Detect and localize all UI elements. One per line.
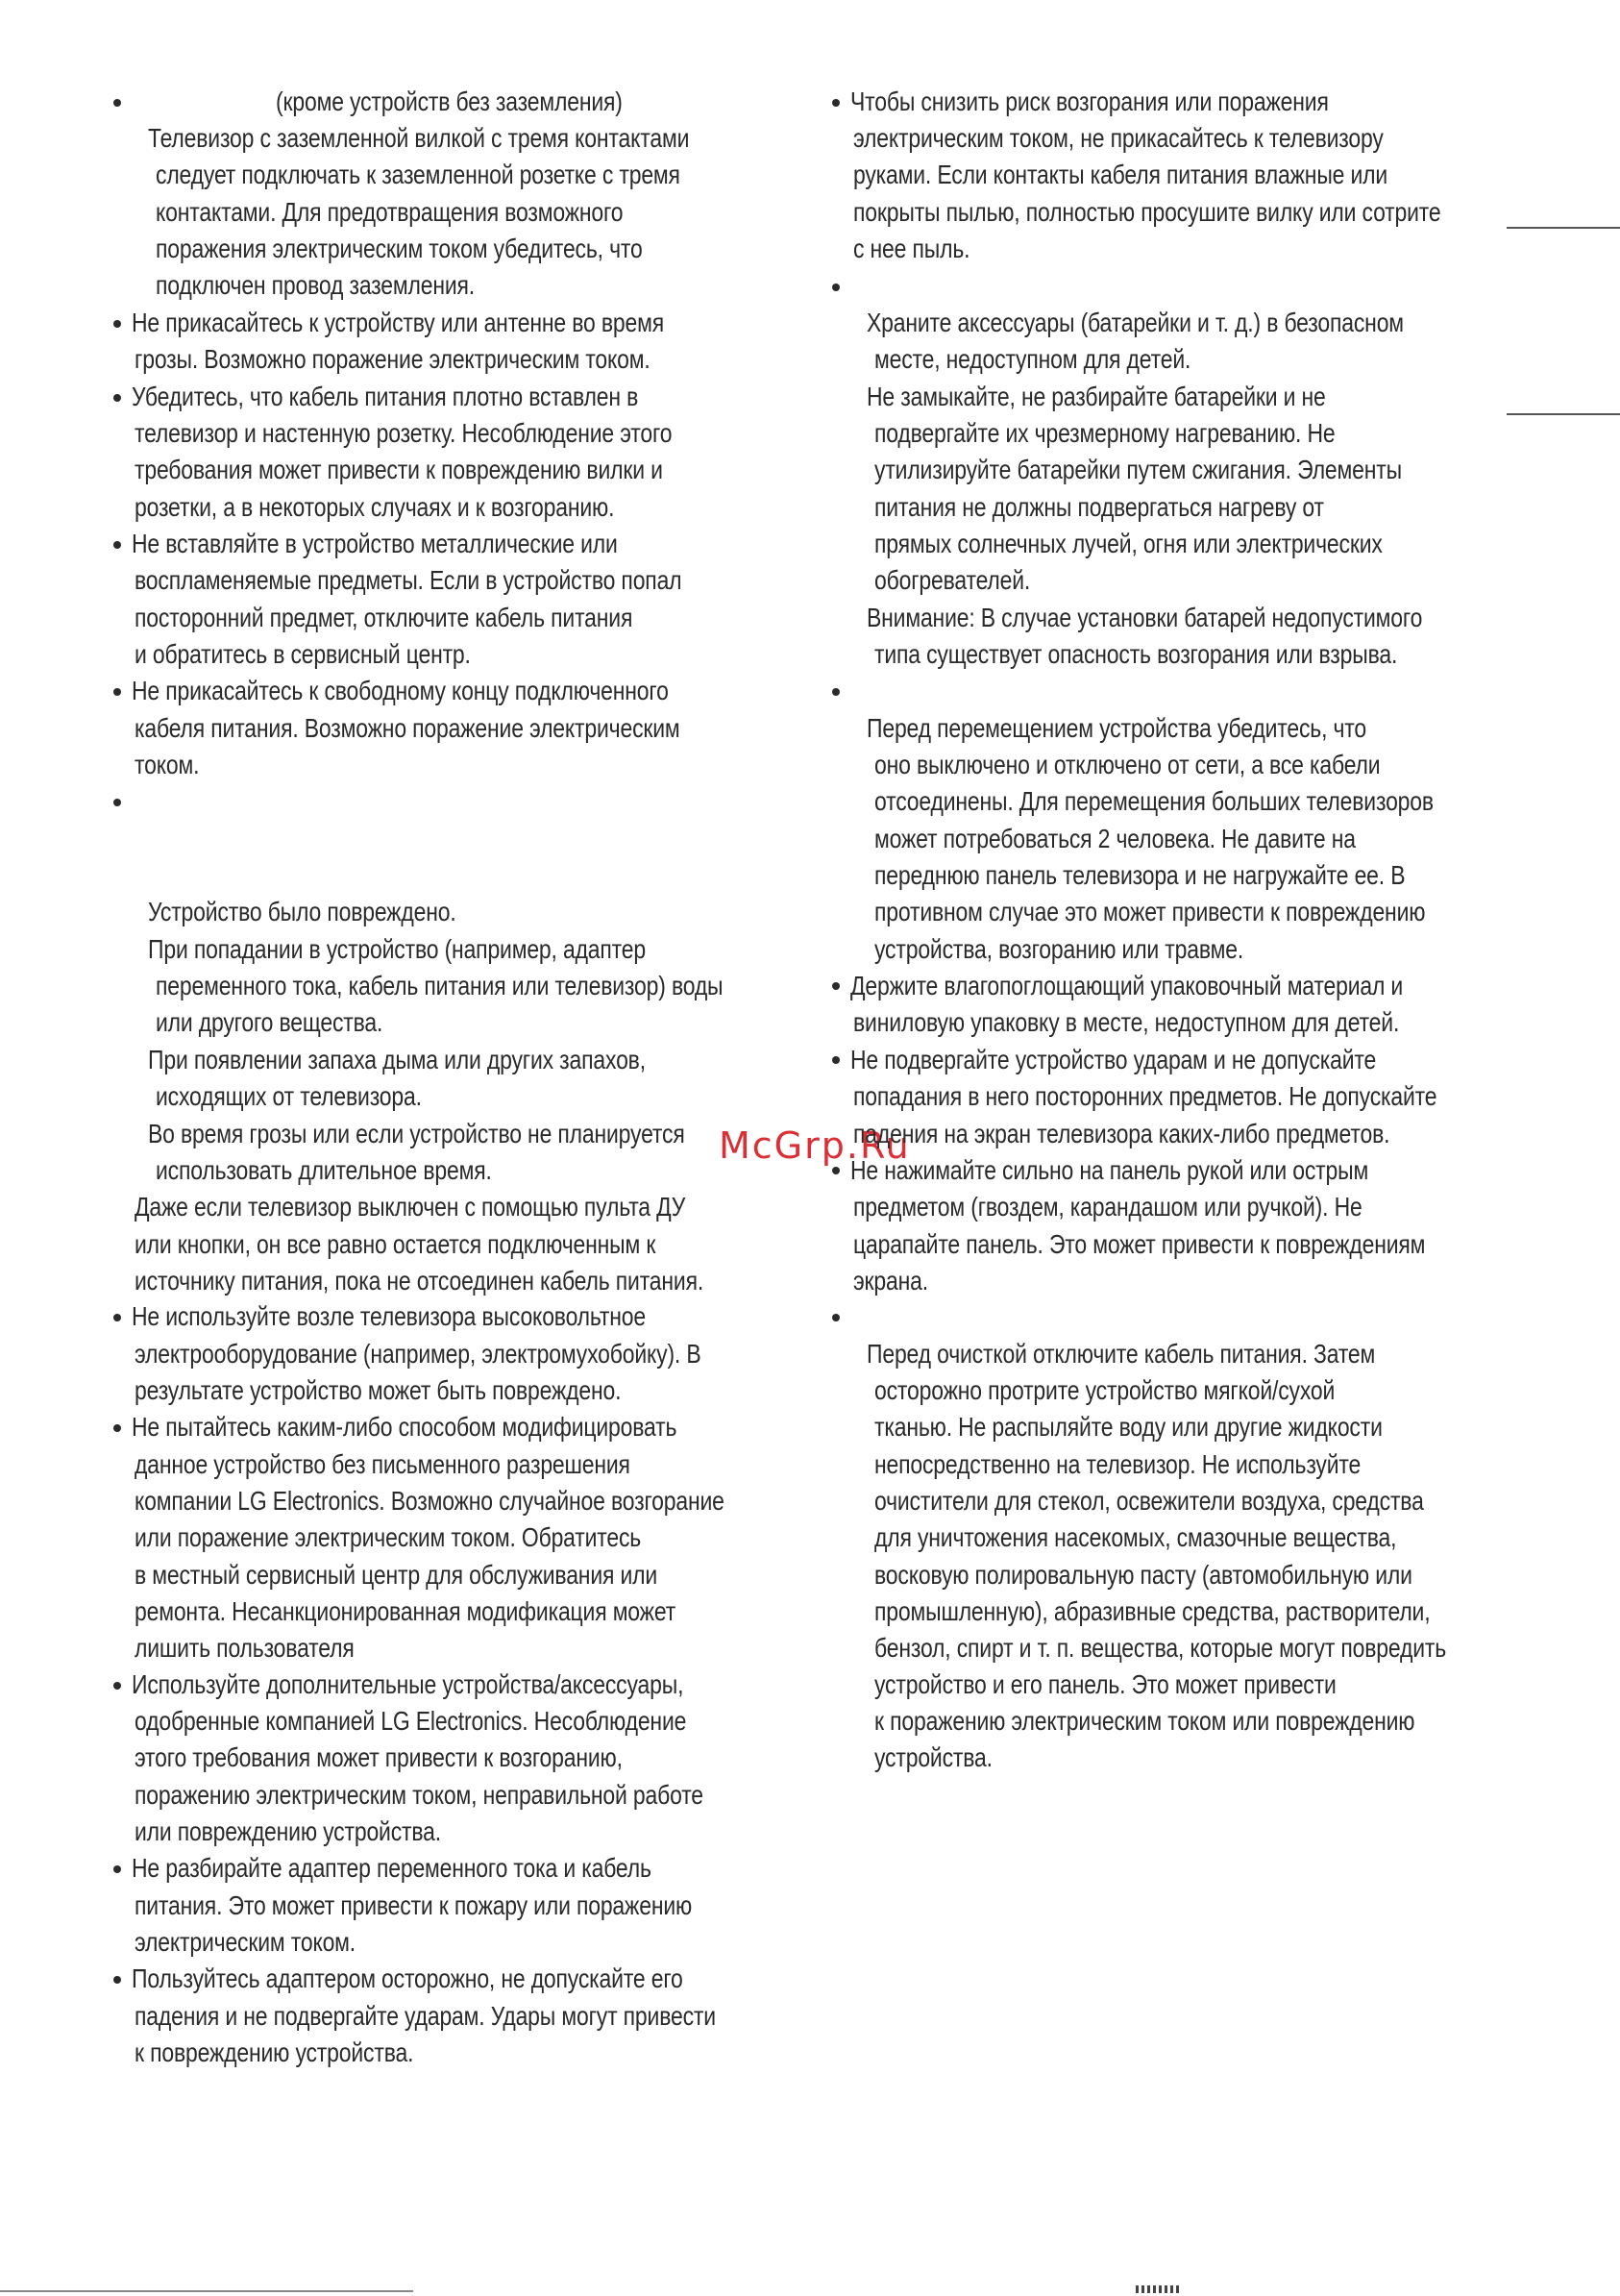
text-line: питания. Это может привести к пожару или поражению xyxy=(135,1890,693,1920)
text-line: питания не должны подвергаться нагреву от xyxy=(874,492,1324,522)
text-line: лишить пользователя xyxy=(135,1633,355,1663)
text-line: телевизор и настенную розетку. Несоблюдение этого xyxy=(135,418,673,448)
text-line: Перед перемещением устройства убедитесь, что xyxy=(867,713,1367,743)
text-line: экрана. xyxy=(853,1266,928,1296)
bullet xyxy=(113,1314,121,1321)
bottom-rule xyxy=(0,2290,413,2292)
text-line: царапайте панель. Это может привести к повреждениям xyxy=(853,1229,1426,1259)
watermark: McGrp.Ru xyxy=(719,1124,911,1167)
text-line: переднюю панель телевизора и не нагружайте ее. В xyxy=(874,860,1406,890)
text-line: Держите влагопоглощающий упаковочный материал и xyxy=(850,971,1404,1000)
bullet xyxy=(113,799,121,806)
text-line: Не используйте возле телевизора высоковольтное xyxy=(132,1301,646,1331)
text-line: Не прикасайтесь к устройству или антенне во время xyxy=(132,308,664,337)
text-line: оно выключено и отключено от сети, а все кабели xyxy=(874,750,1381,779)
bullet xyxy=(832,688,840,696)
text-line: электрооборудование (например, электромухобойку). В xyxy=(135,1339,701,1369)
text-line: или повреждению устройства. xyxy=(135,1816,441,1846)
text-line: Не подвергайте устройство ударам и не допускайте xyxy=(850,1045,1377,1074)
text-line: предметом (гвоздем, карандашом или ручкой). Не xyxy=(853,1192,1362,1222)
text-line: переменного тока, кабель питания или телевизор) воды xyxy=(156,971,724,1000)
text-line: устройства. xyxy=(874,1742,993,1772)
text-line: Перед очисткой отключите кабель питания. Затем xyxy=(867,1339,1376,1369)
text-line: (кроме устройств без заземления) xyxy=(276,86,623,116)
text-line: электрическим током, не прикасайтесь к телевизору xyxy=(853,123,1384,153)
text-line: осторожно протрите устройство мягкой/сухой xyxy=(874,1375,1336,1405)
text-line: поражения электрическим током убедитесь, что xyxy=(156,234,643,263)
bullet xyxy=(113,688,121,696)
bullet xyxy=(113,541,121,549)
bullet xyxy=(832,1314,840,1321)
text-line: током. xyxy=(135,750,200,779)
text-line: подключен провод заземления. xyxy=(156,270,476,300)
text-line: покрыты пылью, полностью просушите вилку или сотрите xyxy=(853,197,1441,227)
text-line: руками. Если контакты кабеля питания влажные или xyxy=(853,160,1388,189)
text-line: Чтобы снизить риск возгорания или поражения xyxy=(850,86,1329,116)
text-line: источнику питания, пока не отсоединен кабель питания. xyxy=(135,1266,704,1296)
text-line: попадания в него посторонних предметов. Не допускайте xyxy=(853,1081,1437,1111)
text-line: прямых солнечных лучей, огня или электрических xyxy=(874,529,1383,558)
text-line: Не прикасайтесь к свободному концу подключенного xyxy=(132,676,669,705)
bullet xyxy=(113,1865,121,1873)
text-line: непосредственно на телевизор. Не используйте xyxy=(874,1449,1362,1479)
text-line: к повреждению устройства. xyxy=(135,2037,414,2067)
bullet xyxy=(113,1424,121,1432)
text-line: электрическим током. xyxy=(135,1927,356,1957)
text-line: обогревателей. xyxy=(874,565,1031,595)
text-line: грозы. Возможно поражение электрическим током. xyxy=(135,344,650,374)
text-line: розетки, а в некоторых случаях и к возгоранию. xyxy=(135,492,615,522)
text-line: Убедитесь, что кабель питания плотно вставлен в xyxy=(132,382,639,411)
text-line: с нее пыль. xyxy=(853,234,970,263)
text-line: Храните аксессуары (батарейки и т. д.) в безопасном xyxy=(867,308,1404,337)
bullet xyxy=(113,99,121,107)
text-line: Используйте дополнительные устройства/аксессуары, xyxy=(132,1669,684,1699)
text-line: Телевизор с заземленной вилкой с тремя контактами xyxy=(148,123,690,153)
bullet xyxy=(832,99,840,107)
text-line: кабеля питания. Возможно поражение электрическим xyxy=(135,713,680,743)
text-line: устройство и его панель. Это может привести xyxy=(874,1669,1337,1699)
text-line: виниловую упаковку в месте, недоступном для детей. xyxy=(853,1007,1400,1037)
text-line: месте, недоступном для детей. xyxy=(874,344,1191,374)
bullet xyxy=(113,320,121,328)
text-line: типа существует опасность возгорания или взрыва. xyxy=(874,639,1398,669)
text-line: результате устройство может быть повреждено. xyxy=(135,1375,622,1405)
bullet xyxy=(832,982,840,990)
text-line: данное устройство без письменного разрешения xyxy=(135,1449,630,1479)
text-line: или поражение электрическим током. Обратитесь xyxy=(135,1522,642,1552)
text-line: воспламеняемые предметы. Если в устройство попал xyxy=(135,565,682,595)
text-line: восковую полировальную пасту (автомобильную или xyxy=(874,1560,1412,1590)
text-line: При появлении запаха дыма или других запахов, xyxy=(148,1045,646,1074)
text-line: и обратитесь в сервисный центр. xyxy=(135,639,471,669)
side-rule xyxy=(1507,413,1620,415)
text-line: устройства, возгоранию или травме. xyxy=(874,934,1244,964)
text-line: Не пытайтесь каким-либо способом модифицировать xyxy=(132,1412,677,1442)
bullet xyxy=(113,1976,121,1984)
text-line: или кнопки, он все равно остается подключенным к xyxy=(135,1229,656,1259)
text-line: контактами. Для предотвращения возможного xyxy=(156,197,624,227)
text-line: отсоединены. Для перемещения больших телевизоров xyxy=(874,786,1434,816)
text-line: требования может привести к повреждению вилки и xyxy=(135,455,663,484)
text-line: утилизируйте батарейки путем сжигания. Элементы xyxy=(874,455,1402,484)
text-line: Пользуйтесь адаптером осторожно, не допускайте его xyxy=(132,1963,683,1993)
text-line: следует подключать к заземленной розетке с тремя xyxy=(156,160,680,189)
bullet xyxy=(113,1682,121,1690)
text-line: исходящих от телевизора. xyxy=(156,1081,422,1111)
text-line: тканью. Не распыляйте воду или другие жидкости xyxy=(874,1412,1383,1442)
text-line: для уничтожения насекомых, смазочные вещества, xyxy=(874,1522,1397,1552)
bullet xyxy=(832,1056,840,1064)
text-line: При попадании в устройство (например, адаптер xyxy=(148,934,646,964)
text-line: Даже если телевизор выключен с помощью пульта ДУ xyxy=(135,1192,686,1222)
text-line: Внимание: В случае установки батарей недопустимого xyxy=(867,603,1423,632)
text-line: ремонта. Несанкционированная модификация может xyxy=(135,1596,676,1626)
bullet xyxy=(832,1167,840,1174)
text-line: падения и не подвергайте ударам. Удары могут привести xyxy=(135,2001,716,2031)
text-line: компании LG Electronics. Возможно случайное возгорание xyxy=(135,1486,724,1516)
text-line: Не замыкайте, не разбирайте батарейки и не xyxy=(867,382,1326,411)
text-line: к поражению электрическим током или повреждению xyxy=(874,1706,1415,1736)
text-line: или другого вещества. xyxy=(156,1007,383,1037)
text-line: бензол, спирт и т. п. вещества, которые могут повредить xyxy=(874,1633,1447,1663)
text-line: поражению электрическим током, неправильной работе xyxy=(135,1780,703,1810)
text-line: может потребоваться 2 человека. Не давите на xyxy=(874,824,1356,853)
text-line: Не вставляйте в устройство металлические или xyxy=(132,529,618,558)
text-line: использовать длительное время. xyxy=(156,1155,492,1185)
text-line: в местный сервисный центр для обслуживания или xyxy=(135,1560,658,1590)
text-line: Устройство было повреждено. xyxy=(148,897,456,926)
text-line: очистители для стекол, освежители воздуха, средства xyxy=(874,1486,1424,1516)
side-rule xyxy=(1507,227,1620,229)
text-line: одобренные компанией LG Electronics. Несоблюдение xyxy=(135,1706,687,1736)
text-line: Не разбирайте адаптер переменного тока и кабель xyxy=(132,1853,651,1883)
text-line: подвергайте их чрезмерному нагреванию. Не xyxy=(874,418,1336,448)
text-line: Во время грозы или если устройство не планируется xyxy=(148,1119,685,1148)
text-line: падения на экран телевизора каких-либо предметов. xyxy=(853,1119,1390,1148)
text-line: этого требования может привести к возгоранию, xyxy=(135,1742,623,1772)
text-line: Не нажимайте сильно на панель рукой или острым xyxy=(850,1155,1369,1185)
bullet xyxy=(113,394,121,402)
bullet xyxy=(832,284,840,291)
text-line: противном случае это может привести к повреждению xyxy=(874,897,1426,926)
page-mark xyxy=(1136,2285,1222,2293)
text-line: посторонний предмет, отключите кабель питания xyxy=(135,603,633,632)
text-line: промышленную), абразивные средства, растворители, xyxy=(874,1596,1431,1626)
